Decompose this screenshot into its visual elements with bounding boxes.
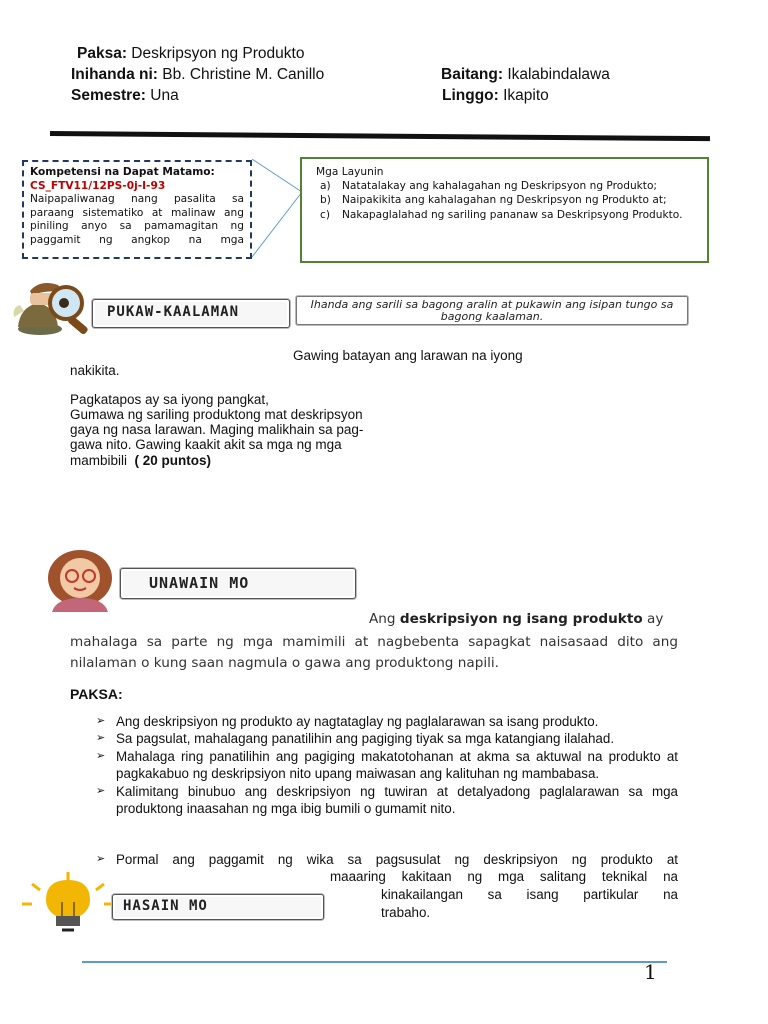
arrow-bullet-icon: ➢	[96, 853, 106, 865]
pukaw-instruction-line2: nakikita.	[70, 363, 120, 378]
arrow-bullet-icon: ➢	[96, 732, 106, 745]
kompetensi-box	[22, 160, 252, 259]
pukaw-paragraph-line: gawa nito. Gawing kaakit akit sa mga ng mga	[70, 437, 342, 452]
lightbulb-icon	[18, 870, 118, 932]
paksa-section-title: PAKSA:	[70, 686, 123, 702]
layunin-item	[312, 179, 697, 193]
header-baitang	[441, 66, 610, 84]
inihanda-label: Inihanda ni:	[71, 66, 158, 83]
layunin-title: Mga Layunin	[316, 166, 384, 178]
detective-magnifier-icon	[10, 277, 100, 337]
layunin-marker: b)	[320, 194, 331, 207]
bullet-text: Pormal ang paggamit ng wika sa pagsusulat ng deskripsiyon ng produkto at	[116, 852, 678, 867]
layunin-text: Natatalakay ang kahalagahan ng Deskripsyon ng Produkto;	[342, 180, 658, 193]
header-linggo	[442, 87, 549, 105]
layunin-text: Naipakikita ang kahalagahan ng Deskripsyon ng Produkto at;	[342, 194, 667, 207]
teacher-avatar-icon	[38, 548, 124, 612]
unawain-line3: nilalaman o kung saan nagmula o gawa ang produktong napili.	[70, 655, 499, 671]
list-item	[96, 730, 678, 747]
pukaw-paragraph-line: Pagkatapos ay sa iyong pangkat,	[70, 392, 269, 407]
kompetensi-code: CS_FTV11/12PS-0j-I-93	[30, 179, 166, 192]
unawain-line2: mahalaga sa parte ng mga mamimili at nagbebenta sapagkat naisasaad dito ang	[70, 634, 678, 650]
pukaw-banner-label: PUKAW-KAALAMAN	[107, 304, 240, 320]
unawain-banner-label: UNAWAIN MO	[149, 574, 250, 592]
pukaw-banner	[92, 299, 290, 328]
semestre-value: Una	[150, 87, 179, 104]
paksa-bullet-list	[96, 713, 678, 817]
kompetensi-title: Kompetensi na Dapat Matamo:	[30, 166, 215, 178]
pukaw-paragraph-line: mambibili	[70, 453, 128, 468]
layunin-marker: a)	[320, 180, 331, 193]
bullet-text-continued: trabaho.	[381, 905, 431, 920]
layunin-list	[312, 179, 697, 222]
pukaw-instruction-line1: Gawing batayan ang larawan na iyong	[293, 348, 523, 363]
kompetensi-body: Naipapaliwanag nang pasalita sa paraang sistematiko at malinaw ang piniling anyo sa pamamagitan ng paggamit ng angkop na mga	[30, 193, 244, 246]
callout-connector	[250, 157, 305, 265]
pukaw-points: ( 20 puntos)	[134, 453, 212, 468]
arrow-bullet-icon: ➢	[96, 784, 106, 797]
bullet-text: Sa pagsulat, mahalagang panatilihin ang pagiging tiyak sa mga katangiang ilalahad.	[116, 731, 615, 747]
arrow-bullet-icon: ➢	[96, 715, 106, 727]
pukaw-paragraph-last	[70, 453, 211, 469]
layunin-marker: c)	[320, 208, 330, 221]
hasain-banner-label: HASAIN MO	[123, 898, 208, 914]
pukaw-paragraph-line: gaya ng nasa larawan. Maging malikhain sa pag-	[70, 422, 364, 437]
layunin-text: Nakapaglalahad ng sariling pananaw sa Deskripsyong Produkto.	[342, 208, 683, 221]
bullet-text: Mahalaga ring panatilihin ang pagiging makatotohanan at akma sa aktuwal na produkto at pagkakabuo ng deskripsiyon nito upang maiwasan ang kalituhan ng mambabasa.	[116, 748, 678, 782]
list-item	[96, 851, 678, 868]
pukaw-note-text: Ihanda ang sarili sa bagong aralin at pukawin ang isipan tungo sa bagong kaalaman.	[310, 298, 674, 323]
pukaw-note	[296, 296, 688, 325]
header-divider	[50, 131, 710, 141]
page-number: 1	[644, 960, 657, 984]
unawain-banner	[120, 568, 356, 599]
bullet-text-continued: maaaring kakitaan ng mga salitang teknikal na	[330, 869, 678, 884]
paksa-value: Deskripsyon ng Produkto	[131, 45, 305, 62]
list-item	[96, 748, 678, 783]
unawain-intro-bold: deskripsiyon ng isang produkto	[399, 611, 643, 627]
linggo-label: Linggo:	[442, 87, 499, 104]
arrow-bullet-icon: ➢	[96, 749, 106, 762]
layunin-item	[312, 208, 697, 222]
unawain-intro-post: ay	[647, 611, 664, 627]
inihanda-value: Bb. Christine M. Canillo	[162, 66, 325, 83]
bullet-text-continued: kinakailangan sa isang partikular na	[381, 887, 678, 902]
list-item	[96, 713, 678, 730]
hasain-banner	[112, 894, 324, 920]
bullet-text: Ang deskripsiyon ng produkto ay nagtataglay ng paglalarawan sa isang produkto.	[116, 714, 599, 729]
bullet-text: Kalimitang binubuo ang deskripsiyon ng tuwiran at detalyadong paglalarawan sa mga produktong inaasahan ng mga ibig bumili o gumamit nito.	[116, 783, 678, 817]
footer-divider	[82, 961, 667, 963]
layunin-item	[312, 193, 697, 207]
unawain-intro	[369, 609, 663, 630]
baitang-value: Ikalabindalawa	[507, 66, 610, 83]
baitang-label: Baitang:	[441, 66, 503, 83]
header-semestre	[71, 87, 179, 105]
pukaw-paragraph-line: Gumawa ng sariling produktong mat deskripsyon	[70, 407, 363, 422]
layunin-box	[300, 157, 709, 263]
paksa-label: Paksa:	[77, 45, 127, 62]
header-inihanda	[71, 66, 324, 84]
semestre-label: Semestre:	[71, 87, 146, 104]
header-paksa	[77, 45, 304, 63]
linggo-value: Ikapito	[503, 87, 549, 104]
unawain-intro-pre: Ang	[369, 611, 396, 627]
list-item	[96, 783, 678, 818]
